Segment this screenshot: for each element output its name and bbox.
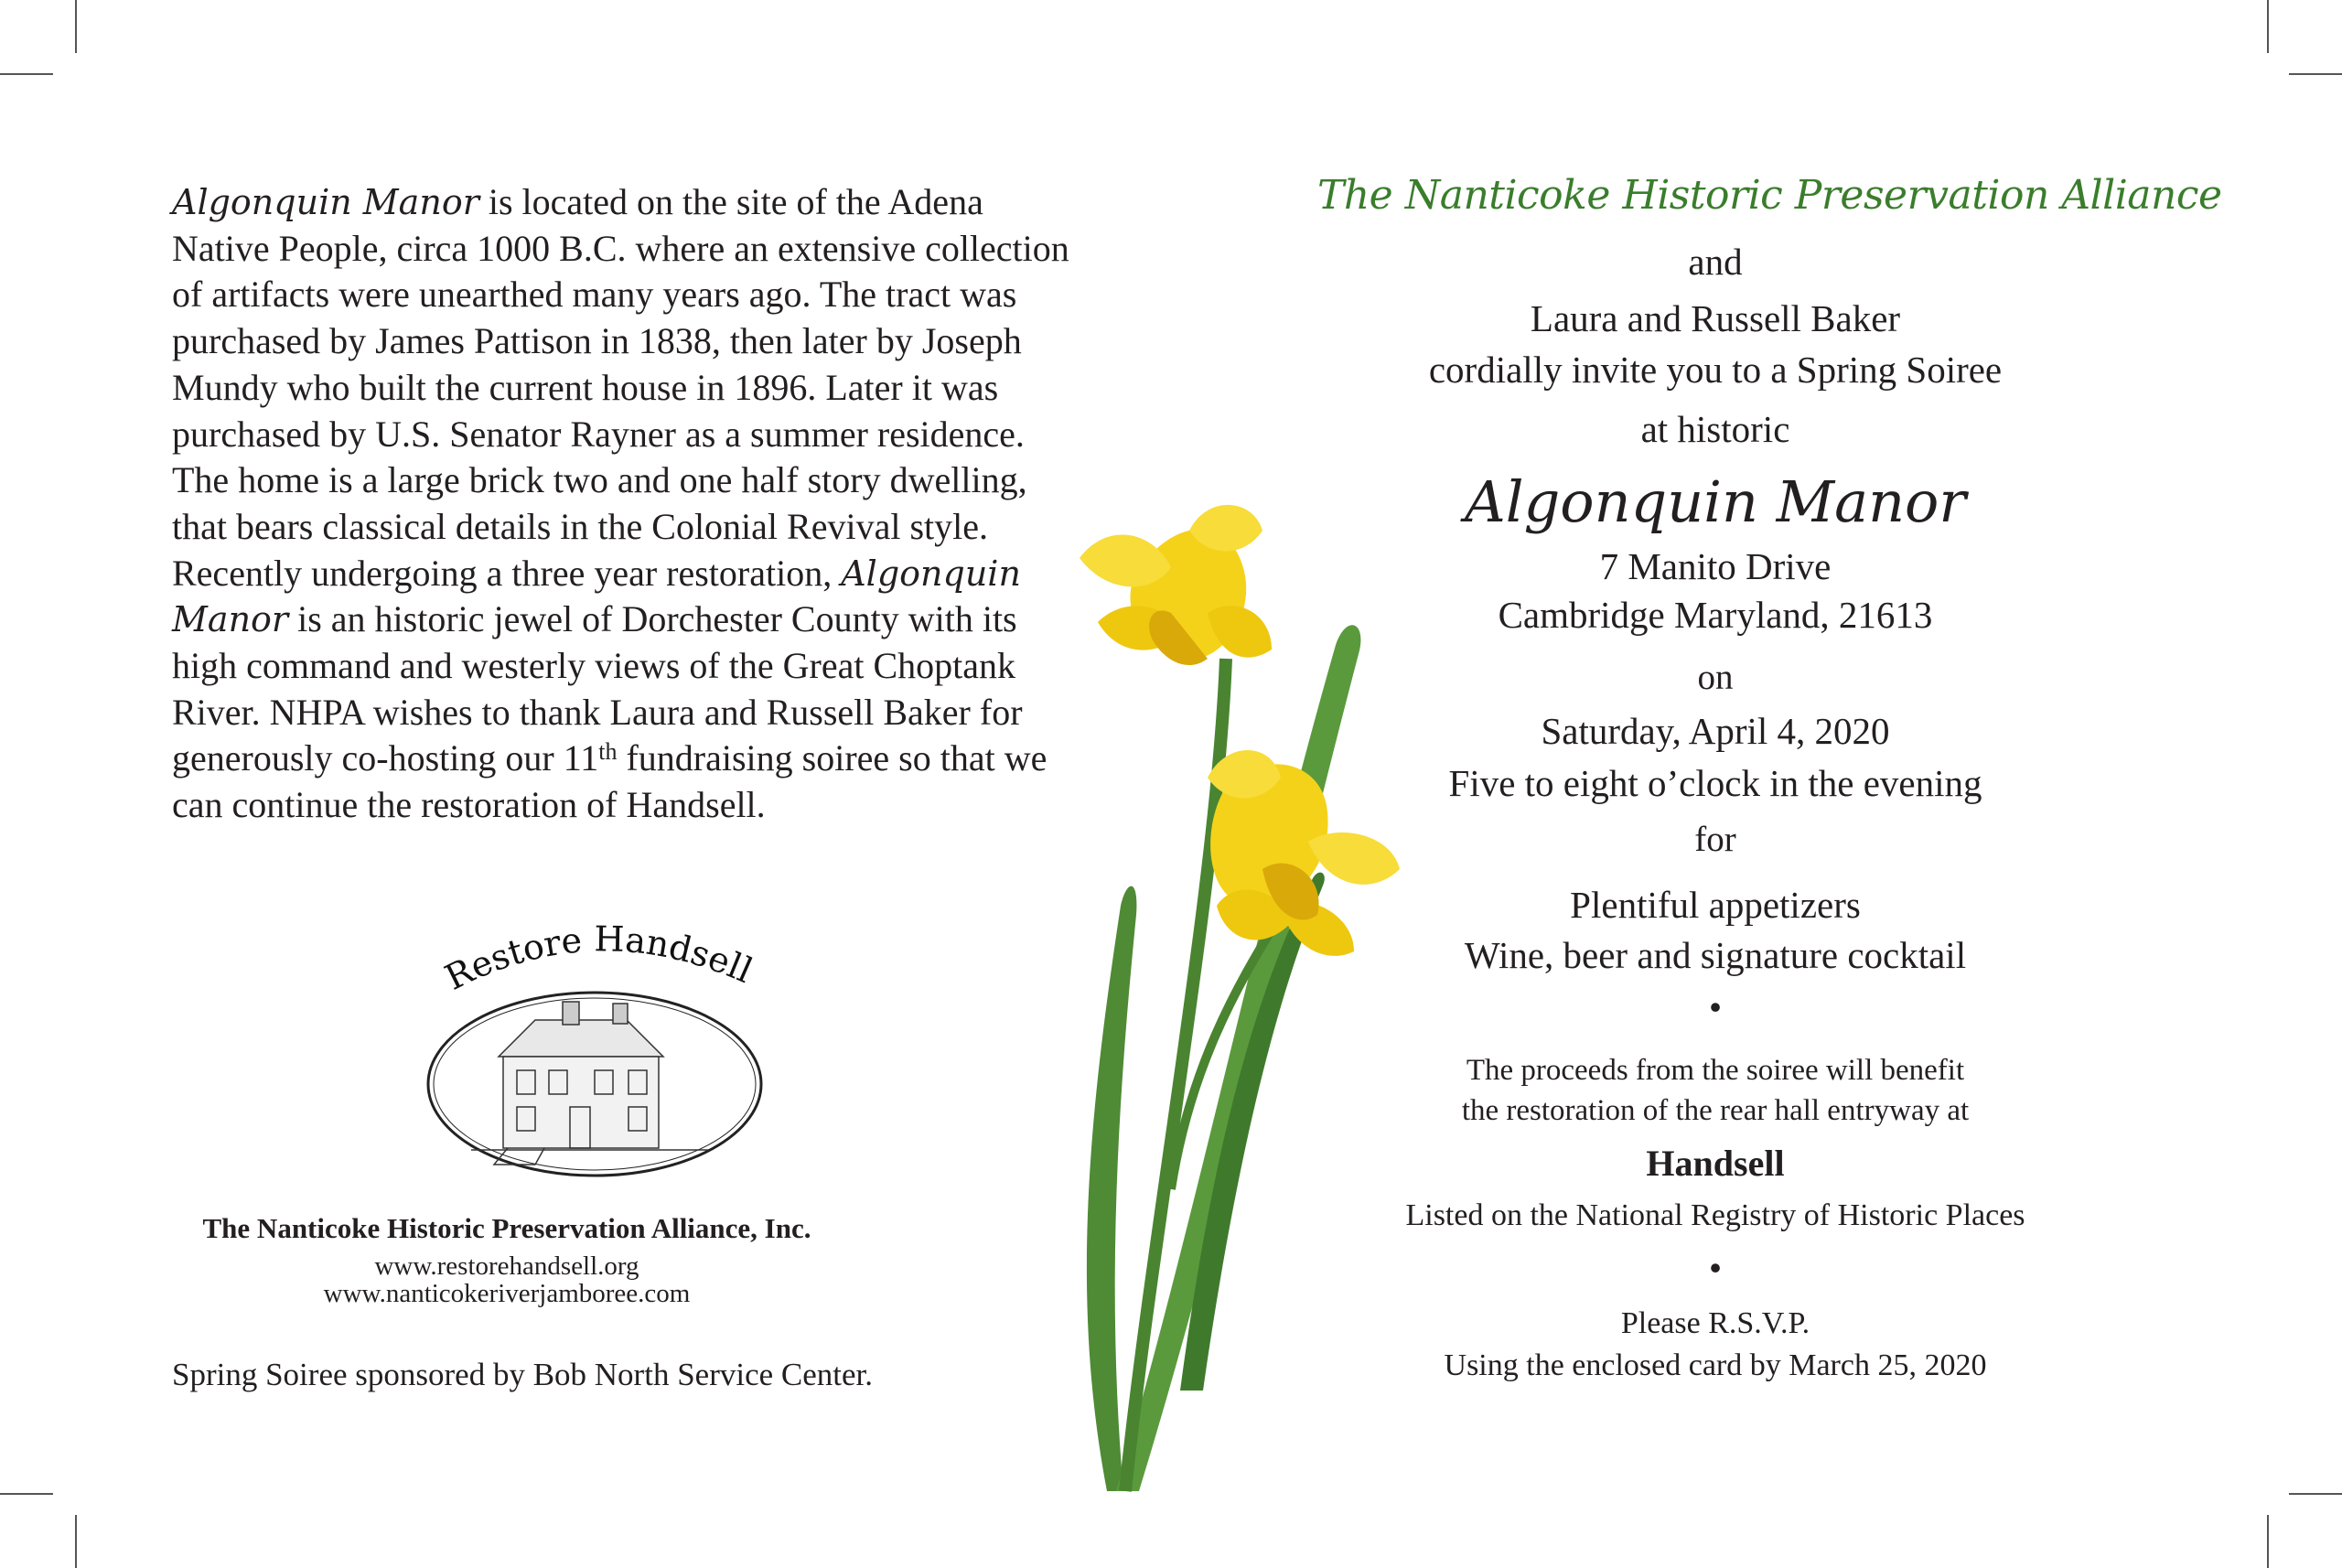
on-line: on bbox=[1697, 658, 1734, 697]
separator-dot: • bbox=[1709, 1250, 1722, 1286]
menu-item: Wine, beer and signature cocktail bbox=[1464, 934, 1967, 976]
proceeds-line: The proceeds from the soiree will benefit bbox=[1466, 1054, 1965, 1087]
website-link[interactable]: www.nanticokeriverjamboree.com bbox=[323, 1279, 691, 1308]
sponsor-line: Spring Soiree sponsored by Bob North Service Center. bbox=[172, 1357, 874, 1392]
leaf bbox=[1087, 886, 1137, 1491]
house-icon bbox=[471, 1002, 709, 1165]
proceeds-line: the restoration of the rear hall entryway at bbox=[1461, 1094, 1970, 1127]
crop-mark bbox=[2289, 1493, 2342, 1495]
manor-name: Algonquin Manor bbox=[172, 553, 1021, 640]
at-historic-line: at historic bbox=[1640, 408, 1790, 450]
daffodil-flower bbox=[1080, 505, 1272, 665]
venue-name: Algonquin Manor bbox=[1465, 468, 1966, 535]
manor-name: Algonquin Manor bbox=[172, 182, 479, 222]
registry-line: Listed on the National Registry of Historic Places bbox=[1405, 1198, 2025, 1232]
crop-mark bbox=[2267, 1515, 2269, 1568]
invitation-title: The Nanticoke Historic Preservation Alliance bbox=[1317, 172, 2222, 219]
crop-mark bbox=[0, 1493, 53, 1495]
website-link[interactable]: www.restorehandsell.org bbox=[374, 1251, 639, 1281]
city-address: Cambridge Maryland, 21613 bbox=[1498, 594, 1933, 636]
street-address: 7 Manito Drive bbox=[1599, 545, 1832, 587]
restore-handsell-logo bbox=[416, 919, 773, 1185]
separator-dot: • bbox=[1709, 989, 1722, 1026]
conjunction: and bbox=[1688, 241, 1743, 283]
benefit-name: Handsell bbox=[1646, 1143, 1785, 1184]
history-text: is located on the site of the Adena Native People, circa 1000 B.C. where an extensive collection of artifacts were unearthed many years ago. The tract was purchased by James Pattison in 1838, then later by Joseph Mundy who built the current house in 1896. Later it was purchased by U.S. Senator Rayner as a summer residence. The home is a large brick two and one half story dwelling, that bears classical details in the Colonial Revival style. Recently undergoing a three year restoration, bbox=[172, 181, 1069, 594]
history-text: is an historic jewel of Dorchester County with its high command and westerly views of the Great Choptank River. NHPA wishes to thank Laura and Russell Baker for generously co-hosting our 11 bbox=[172, 598, 1023, 779]
org-name: The Nanticoke Historic Preservation Alliance, Inc. bbox=[202, 1212, 811, 1244]
history-paragraph bbox=[172, 179, 1087, 829]
crop-mark bbox=[75, 0, 77, 53]
rsvp-line: Please R.S.V.P. bbox=[1620, 1306, 1810, 1340]
rsvp-note: Using the enclosed card by March 25, 2020 bbox=[1444, 1348, 1987, 1382]
history-text: fundraising soiree so that we can continue the restoration of Handsell. bbox=[172, 737, 1047, 826]
event-date: Saturday, April 4, 2020 bbox=[1541, 710, 1890, 752]
ordinal-suffix: th bbox=[598, 738, 618, 766]
crop-mark bbox=[0, 73, 53, 75]
crop-mark bbox=[2289, 73, 2342, 75]
event-time: Five to eight o’clock in the evening bbox=[1448, 762, 1982, 804]
invite-line: cordially invite you to a Spring Soiree bbox=[1428, 349, 2003, 391]
for-line: for bbox=[1694, 820, 1736, 859]
hosts-line: Laura and Russell Baker bbox=[1530, 297, 1901, 339]
crop-mark bbox=[2267, 0, 2269, 53]
menu-item: Plentiful appetizers bbox=[1570, 884, 1861, 926]
logo-caption: Restore Handsell bbox=[438, 919, 758, 998]
crop-mark bbox=[75, 1515, 77, 1568]
